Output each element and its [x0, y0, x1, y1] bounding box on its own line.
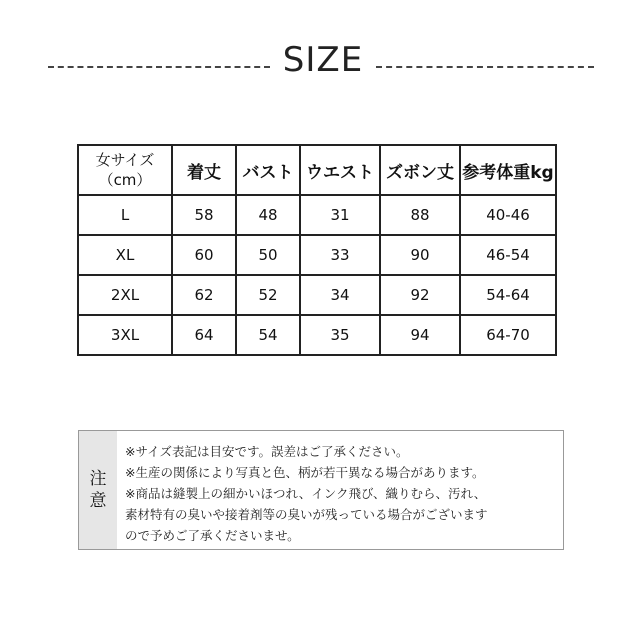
table-row	[78, 315, 556, 355]
note-line: ※サイズ表記は目安です。誤差はご了承ください。	[125, 444, 409, 459]
table-cell: 90	[380, 235, 460, 275]
table-cell: 31	[300, 195, 380, 235]
table-cell: 35	[300, 315, 380, 355]
table-cell: 64-70	[460, 315, 556, 355]
note-line: ※生産の関係により写真と色、柄が若干異なる場合があります。	[125, 465, 485, 480]
notes-label-bottom: 意	[89, 491, 107, 511]
table-cell: 48	[236, 195, 300, 235]
header-cell: 女サイズ （cm）	[78, 145, 172, 195]
note-line: ※商品は縫製上の細かいほつれ、インク飛び、織りむら、汚れ、	[125, 486, 487, 501]
notes-text	[125, 441, 559, 546]
table-cell: L	[78, 195, 172, 235]
table-row	[78, 275, 556, 315]
title-dash-right	[376, 66, 594, 68]
header-cell: ウエスト	[300, 145, 380, 195]
table-cell: 64	[172, 315, 236, 355]
notes-label-top: 注	[89, 469, 107, 489]
table-cell: 60	[172, 235, 236, 275]
table-cell: 3XL	[78, 315, 172, 355]
notes-label	[79, 431, 117, 549]
note-line: 素材特有の臭いや接着剤等の臭いが残っている場合がございます	[125, 507, 488, 522]
table-cell: 92	[380, 275, 460, 315]
table-cell: 62	[172, 275, 236, 315]
table-cell: 2XL	[78, 275, 172, 315]
table-cell: 46-54	[460, 235, 556, 275]
table-cell: XL	[78, 235, 172, 275]
table-cell: 88	[380, 195, 460, 235]
size-table	[77, 144, 557, 356]
header-cell: ズボン丈	[380, 145, 460, 195]
table-cell: 58	[172, 195, 236, 235]
table-row	[78, 195, 556, 235]
table-cell: 50	[236, 235, 300, 275]
note-line: ので予めご了承くださいませ。	[125, 528, 300, 543]
header-cell: 参考体重kg	[460, 145, 556, 195]
table-cell: 52	[236, 275, 300, 315]
title-dash-left	[48, 66, 270, 68]
table-row	[78, 235, 556, 275]
header-cell: 着丈	[172, 145, 236, 195]
title-row	[0, 40, 640, 90]
table-cell: 40-46	[460, 195, 556, 235]
table-cell: 54	[236, 315, 300, 355]
table-cell: 54-64	[460, 275, 556, 315]
page-title: SIZE	[282, 40, 364, 80]
header-cell: バスト	[236, 145, 300, 195]
table-cell: 33	[300, 235, 380, 275]
table-cell: 34	[300, 275, 380, 315]
table-header-row	[78, 145, 556, 195]
notes-box	[78, 430, 564, 550]
table-cell: 94	[380, 315, 460, 355]
